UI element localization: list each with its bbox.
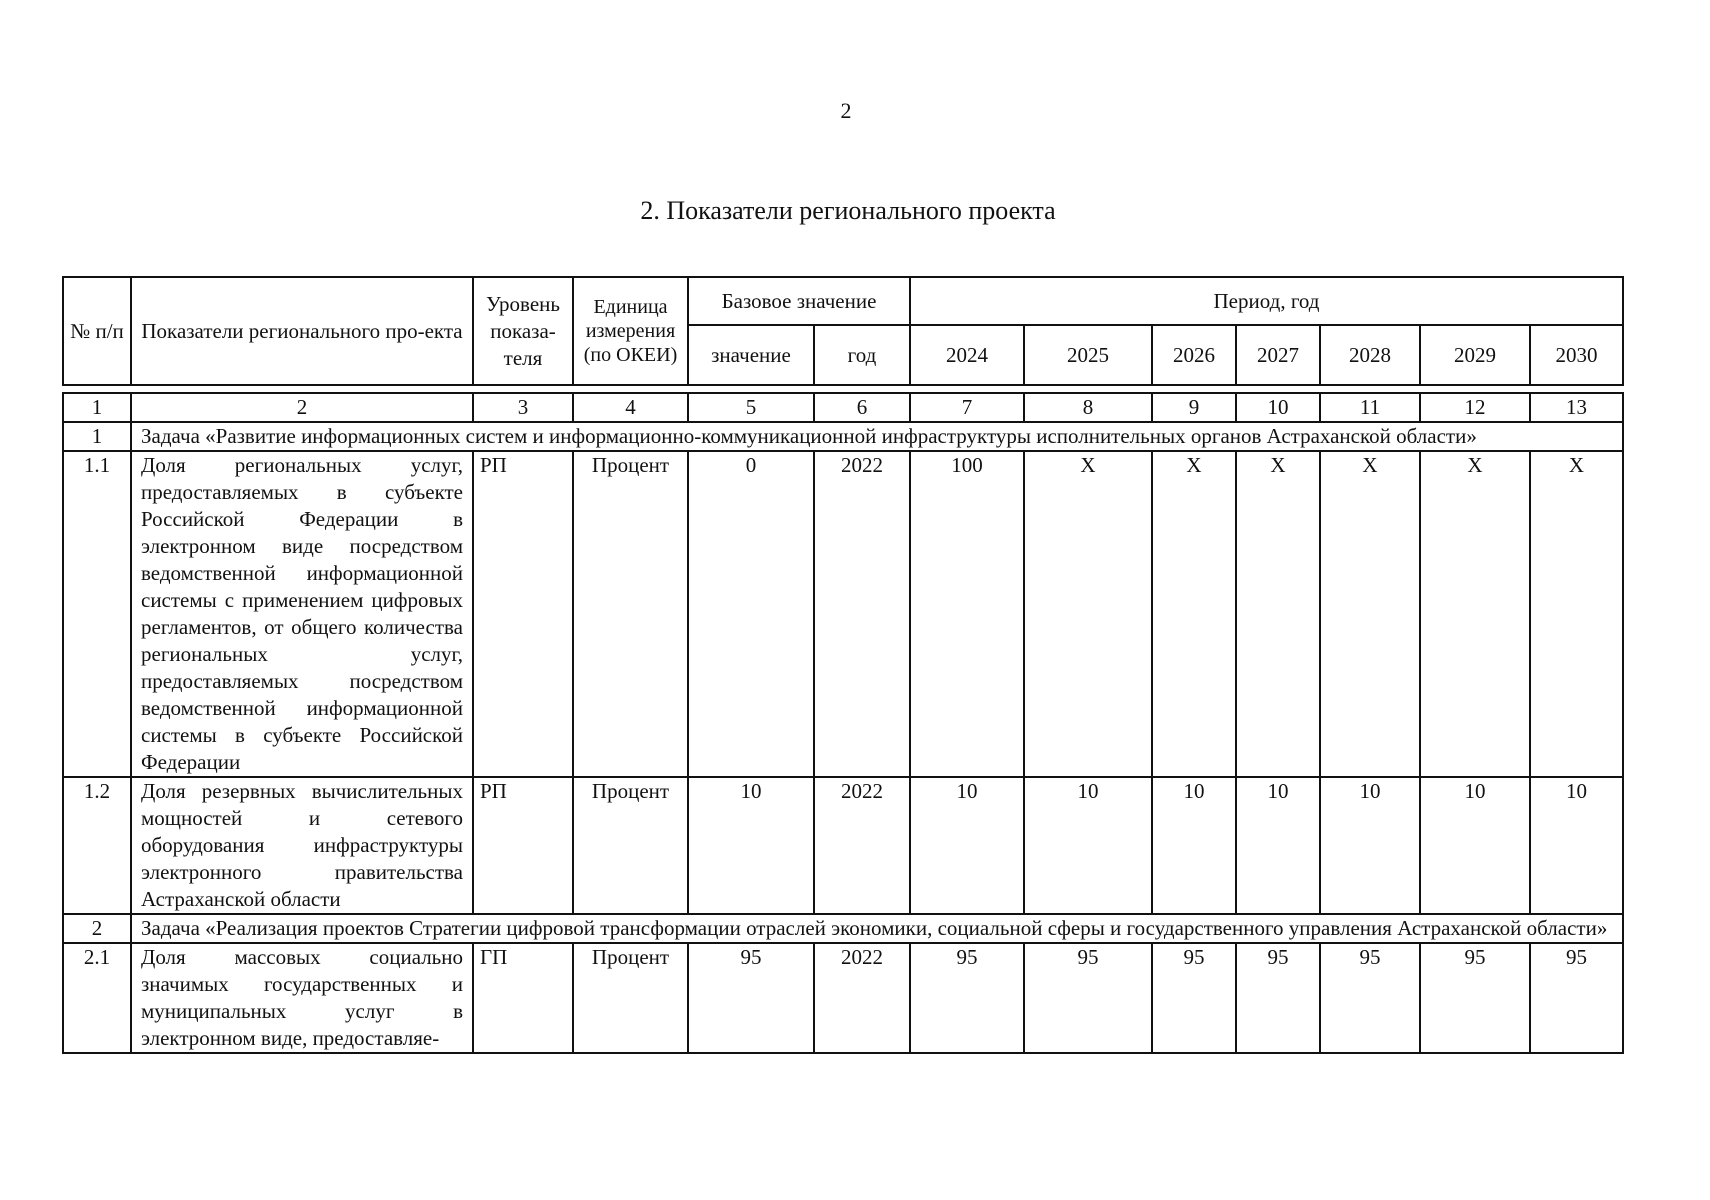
header-year: 2029: [1420, 325, 1530, 385]
column-number: 5: [688, 393, 814, 422]
year-value: 95: [1320, 943, 1420, 1053]
base-value: 95: [688, 943, 814, 1053]
indicator-level: ГП: [473, 943, 573, 1053]
column-number: 13: [1530, 393, 1623, 422]
header-level: Уровень показа-теля: [473, 277, 573, 385]
year-value: 10: [1530, 777, 1623, 914]
year-value: 95: [1420, 943, 1530, 1053]
header-base-year: год: [814, 325, 910, 385]
section-heading: 2. Показатели регионального проекта: [640, 196, 1056, 225]
header-indicator: Показатели регионального про-екта: [131, 277, 473, 385]
year-value: 95: [1152, 943, 1236, 1053]
task-row: [63, 422, 1623, 451]
year-value: 95: [1024, 943, 1152, 1053]
indicator-row: [63, 943, 1623, 1053]
base-year: 2022: [814, 777, 910, 914]
indicator-name: Доля региональных услуг, предоставляемых в субъекте Российской Федерации в электронном виде посредством ведомственной информационной системы с применением цифровых регламентов, от общего количества региональных услуг, предоставляемых посредством ведомственной информационной системы в субъекте Российской Федерации: [131, 451, 473, 777]
indicator-name: Доля массовых социально значимых государственных и муниципальных услуг в электронном виде, предоставляе-: [131, 943, 473, 1053]
header-year: 2026: [1152, 325, 1236, 385]
indicator-unit: Процент: [573, 943, 688, 1053]
header-year: 2024: [910, 325, 1024, 385]
header-period: Период, год: [910, 277, 1623, 325]
column-number: 2: [131, 393, 473, 422]
base-year: 2022: [814, 451, 910, 777]
year-value: X: [1236, 451, 1320, 777]
column-number: 11: [1320, 393, 1420, 422]
indicator-unit: Процент: [573, 777, 688, 914]
base-value: 0: [688, 451, 814, 777]
column-number: 6: [814, 393, 910, 422]
header-year: 2025: [1024, 325, 1152, 385]
indicator-level: РП: [473, 777, 573, 914]
year-value: 10: [1236, 777, 1320, 914]
indicator-row: [63, 451, 1623, 777]
year-value: X: [1152, 451, 1236, 777]
indicator-level: РП: [473, 451, 573, 777]
header-num: № п/п: [63, 277, 131, 385]
year-value: 10: [1320, 777, 1420, 914]
task-row: [63, 914, 1623, 943]
task-text: Задача «Развитие информационных систем и информационно-коммуникационной инфраструктуры исполнительных органов Астраханской области»: [131, 422, 1623, 451]
page-number: 2: [840, 98, 852, 123]
indicator-name: Доля резервных вычислительных мощностей и сетевого оборудования инфраструктуры электронного правительства Астраханской области: [131, 777, 473, 914]
column-number: 12: [1420, 393, 1530, 422]
indicator-row: [63, 777, 1623, 914]
row-number: 2.1: [63, 943, 131, 1053]
year-value: 10: [1024, 777, 1152, 914]
indicators-table: [62, 392, 1624, 1054]
header-year: 2027: [1236, 325, 1320, 385]
year-value: X: [1420, 451, 1530, 777]
column-number: 10: [1236, 393, 1320, 422]
column-number: 3: [473, 393, 573, 422]
year-value: 100: [910, 451, 1024, 777]
base-year: 2022: [814, 943, 910, 1053]
column-number: 7: [910, 393, 1024, 422]
task-text: Задача «Реализация проектов Стратегии цифровой трансформации отраслей экономики, социальной сферы и государственного управления Астраханской области»: [131, 914, 1623, 943]
column-number: 9: [1152, 393, 1236, 422]
year-value: X: [1024, 451, 1152, 777]
row-number: 1.1: [63, 451, 131, 777]
year-value: 95: [1530, 943, 1623, 1053]
year-value: X: [1320, 451, 1420, 777]
year-value: 95: [910, 943, 1024, 1053]
year-value: X: [1530, 451, 1623, 777]
column-number: 8: [1024, 393, 1152, 422]
header-unit: Единица измерения (по ОКЕИ): [573, 277, 688, 385]
row-number: 1: [63, 422, 131, 451]
base-value: 10: [688, 777, 814, 914]
header-base-value: значение: [688, 325, 814, 385]
row-number: 1.2: [63, 777, 131, 914]
year-value: 10: [1152, 777, 1236, 914]
column-number-row: [63, 393, 1623, 422]
year-value: 10: [910, 777, 1024, 914]
header-year: 2030: [1530, 325, 1623, 385]
indicator-unit: Процент: [573, 451, 688, 777]
header-base: Базовое значение: [688, 277, 910, 325]
year-value: 10: [1420, 777, 1530, 914]
year-value: 95: [1236, 943, 1320, 1053]
header-year: 2028: [1320, 325, 1420, 385]
column-number: 4: [573, 393, 688, 422]
row-number: 2: [63, 914, 131, 943]
column-number: 1: [63, 393, 131, 422]
header-table: [62, 276, 1624, 386]
